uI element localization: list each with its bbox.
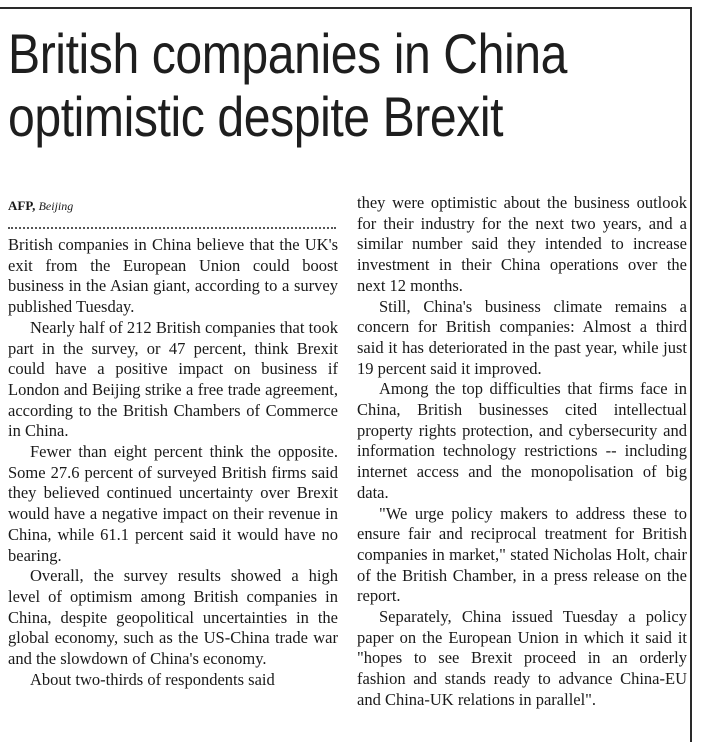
headline: British companies in China optimistic despite Brexit <box>8 22 567 148</box>
article-column-right <box>357 193 687 711</box>
paragraph: Among the top difficulties that firms face in China, British businesses cited intellectual property rights protection, and cybersecurity and information technology restrictions -- including internet access and the monopolisation of big data. <box>357 379 687 502</box>
paragraph: Fewer than eight percent think the opposite. Some 27.6 percent of surveyed British firms said they believed continued uncertainty over Brexit would have a negative impact on their revenue in China, while 61.1 percent said it would have no bearing. <box>8 442 338 565</box>
paragraph: "We urge policy makers to address these to ensure fair and reciprocal treatment for British companies in market," stated Nicholas Holt, chair of the British Chamber, in a press release on the report. <box>357 503 687 606</box>
paragraph: British companies in China believe that the UK's exit from the European Union could boost business in the Asian giant, according to a survey published Tuesday. <box>8 235 338 317</box>
article-column-left <box>8 235 338 690</box>
right-border-rule <box>690 7 692 742</box>
paragraph: Overall, the survey results showed a high level of optimism among British companies in China, despite geopolitical uncertainties in the global economy, such as the US-China trade war and the slowdown of China's economy. <box>8 566 338 669</box>
byline-agency: AFP, <box>8 198 36 213</box>
paragraph: they were optimistic about the business outlook for their industry for the next two years, and a similar number said they intended to increase investment in their China operations over the next 12 months. <box>357 193 687 295</box>
byline <box>8 198 344 214</box>
top-border-rule <box>0 7 690 9</box>
paragraph: About two-thirds of respondents said <box>30 669 275 689</box>
paragraph: Nearly half of 212 British companies that took part in the survey, or 47 percent, think Brexit could have a positive impact on business if London and Beijing strike a free trade agreement, according to the British Chambers of Commerce in China. <box>8 317 338 441</box>
byline-city: Beijing <box>38 199 74 213</box>
byline-dotted-divider <box>8 227 336 229</box>
paragraph: Still, China's business climate remains a concern for British companies: Almost a third said it has deteriorated in the past year, while just 19 percent said it improved. <box>357 296 687 378</box>
paragraph: Separately, China issued Tuesday a policy paper on the European Union in which it said it "hopes to see Brexit proceed in an orderly fashion and stands ready to advance China-EU and China-UK relations in parallel". <box>357 607 687 709</box>
